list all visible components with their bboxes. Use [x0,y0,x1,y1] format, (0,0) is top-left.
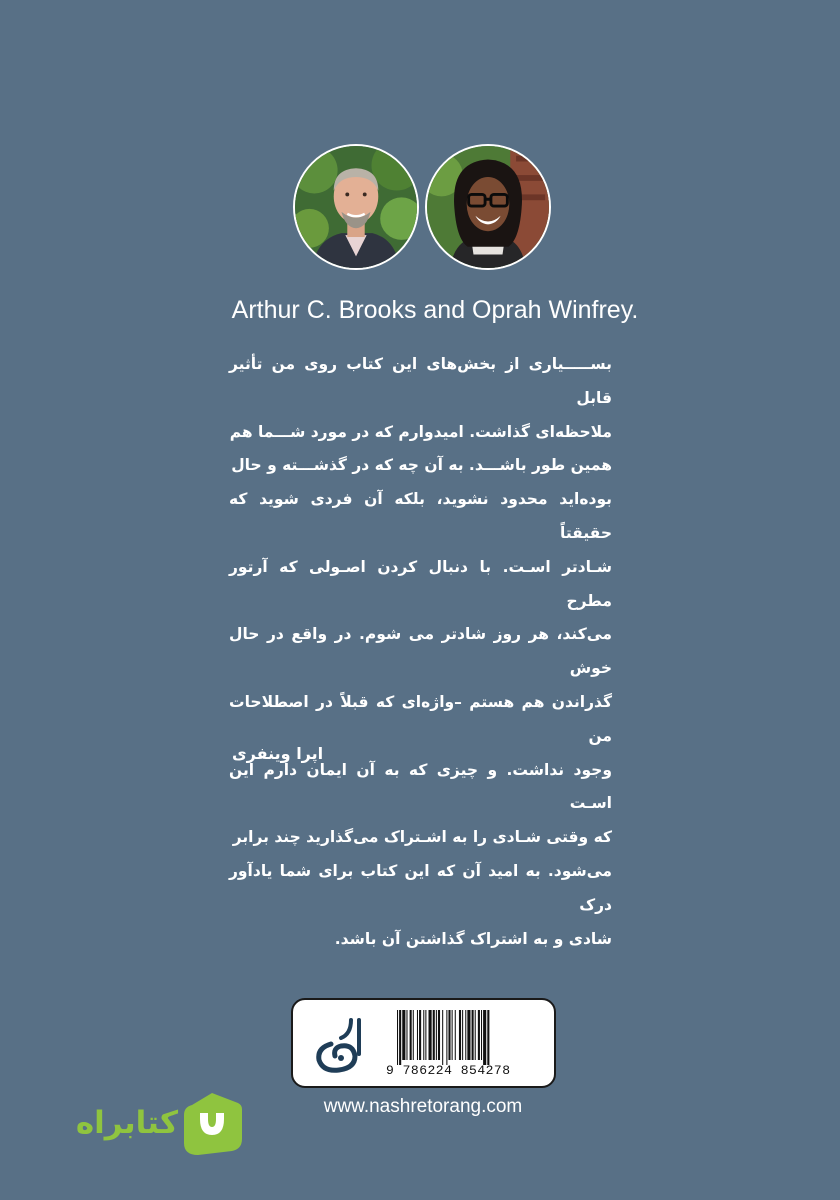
quote-line: شادی و به اشتراک گذاشتن آن باشد. [334,929,612,948]
store-logo [36,1089,212,1157]
quote-line: می‌شود. به امید آن که این کتاب برای شما یادآور درک [229,861,612,914]
publisher-website-link[interactable]: www.nashretorang.com [323,1096,523,1117]
authors-caption: Arthur C. Brooks and Oprah Winfrey. [231,296,639,324]
isbn-barcode-panel [291,998,556,1088]
quote-line: بوده‌اید محدود نشوید، بلکه آن فردی شوید که حقیقتاً [229,490,612,542]
quote-line: ملاحظه‌ای گذاشت. امیدوارم که در مورد شـــما هم [229,422,612,441]
quote-line: گذراندن هم هستم –واژه‌ای که قبلاً در اصطلاحات من [229,692,612,745]
store-name: کتابراه [75,1105,178,1141]
quote-line: بســـــیاری از بخش‌های این کتاب روی من تأثیر قابل [229,355,612,407]
barcode-bars [397,1010,533,1065]
quote-line: همین طور باشـــد. به آن چه که در گذشـــته و حال [231,456,612,475]
publisher-logo-icon [311,1014,369,1074]
author-portraits [293,144,555,274]
endorsement-quote [229,348,612,956]
store-book-icon [178,1089,246,1157]
quote-line: وجود نداشت. و چیزی که به آن ایمان دارم این اسـت [229,760,612,813]
quote-line: شـادتر اسـت. با دنبال کردن اصـولی که آرتور مطرح [229,557,612,610]
quote-line: که وقتی شـادی را به اشـتراک می‌گذارید چند برابر [232,828,612,847]
arthur-brooks-photo [293,144,419,270]
quote-signature: اپرا وینفری [232,744,324,763]
oprah-winfrey-photo [425,144,551,270]
isbn-number: 9 786224 854278 [386,1063,511,1078]
quote-line: می‌کند، هر روز شادتر می شوم. در واقع در حال خوش [229,625,612,678]
